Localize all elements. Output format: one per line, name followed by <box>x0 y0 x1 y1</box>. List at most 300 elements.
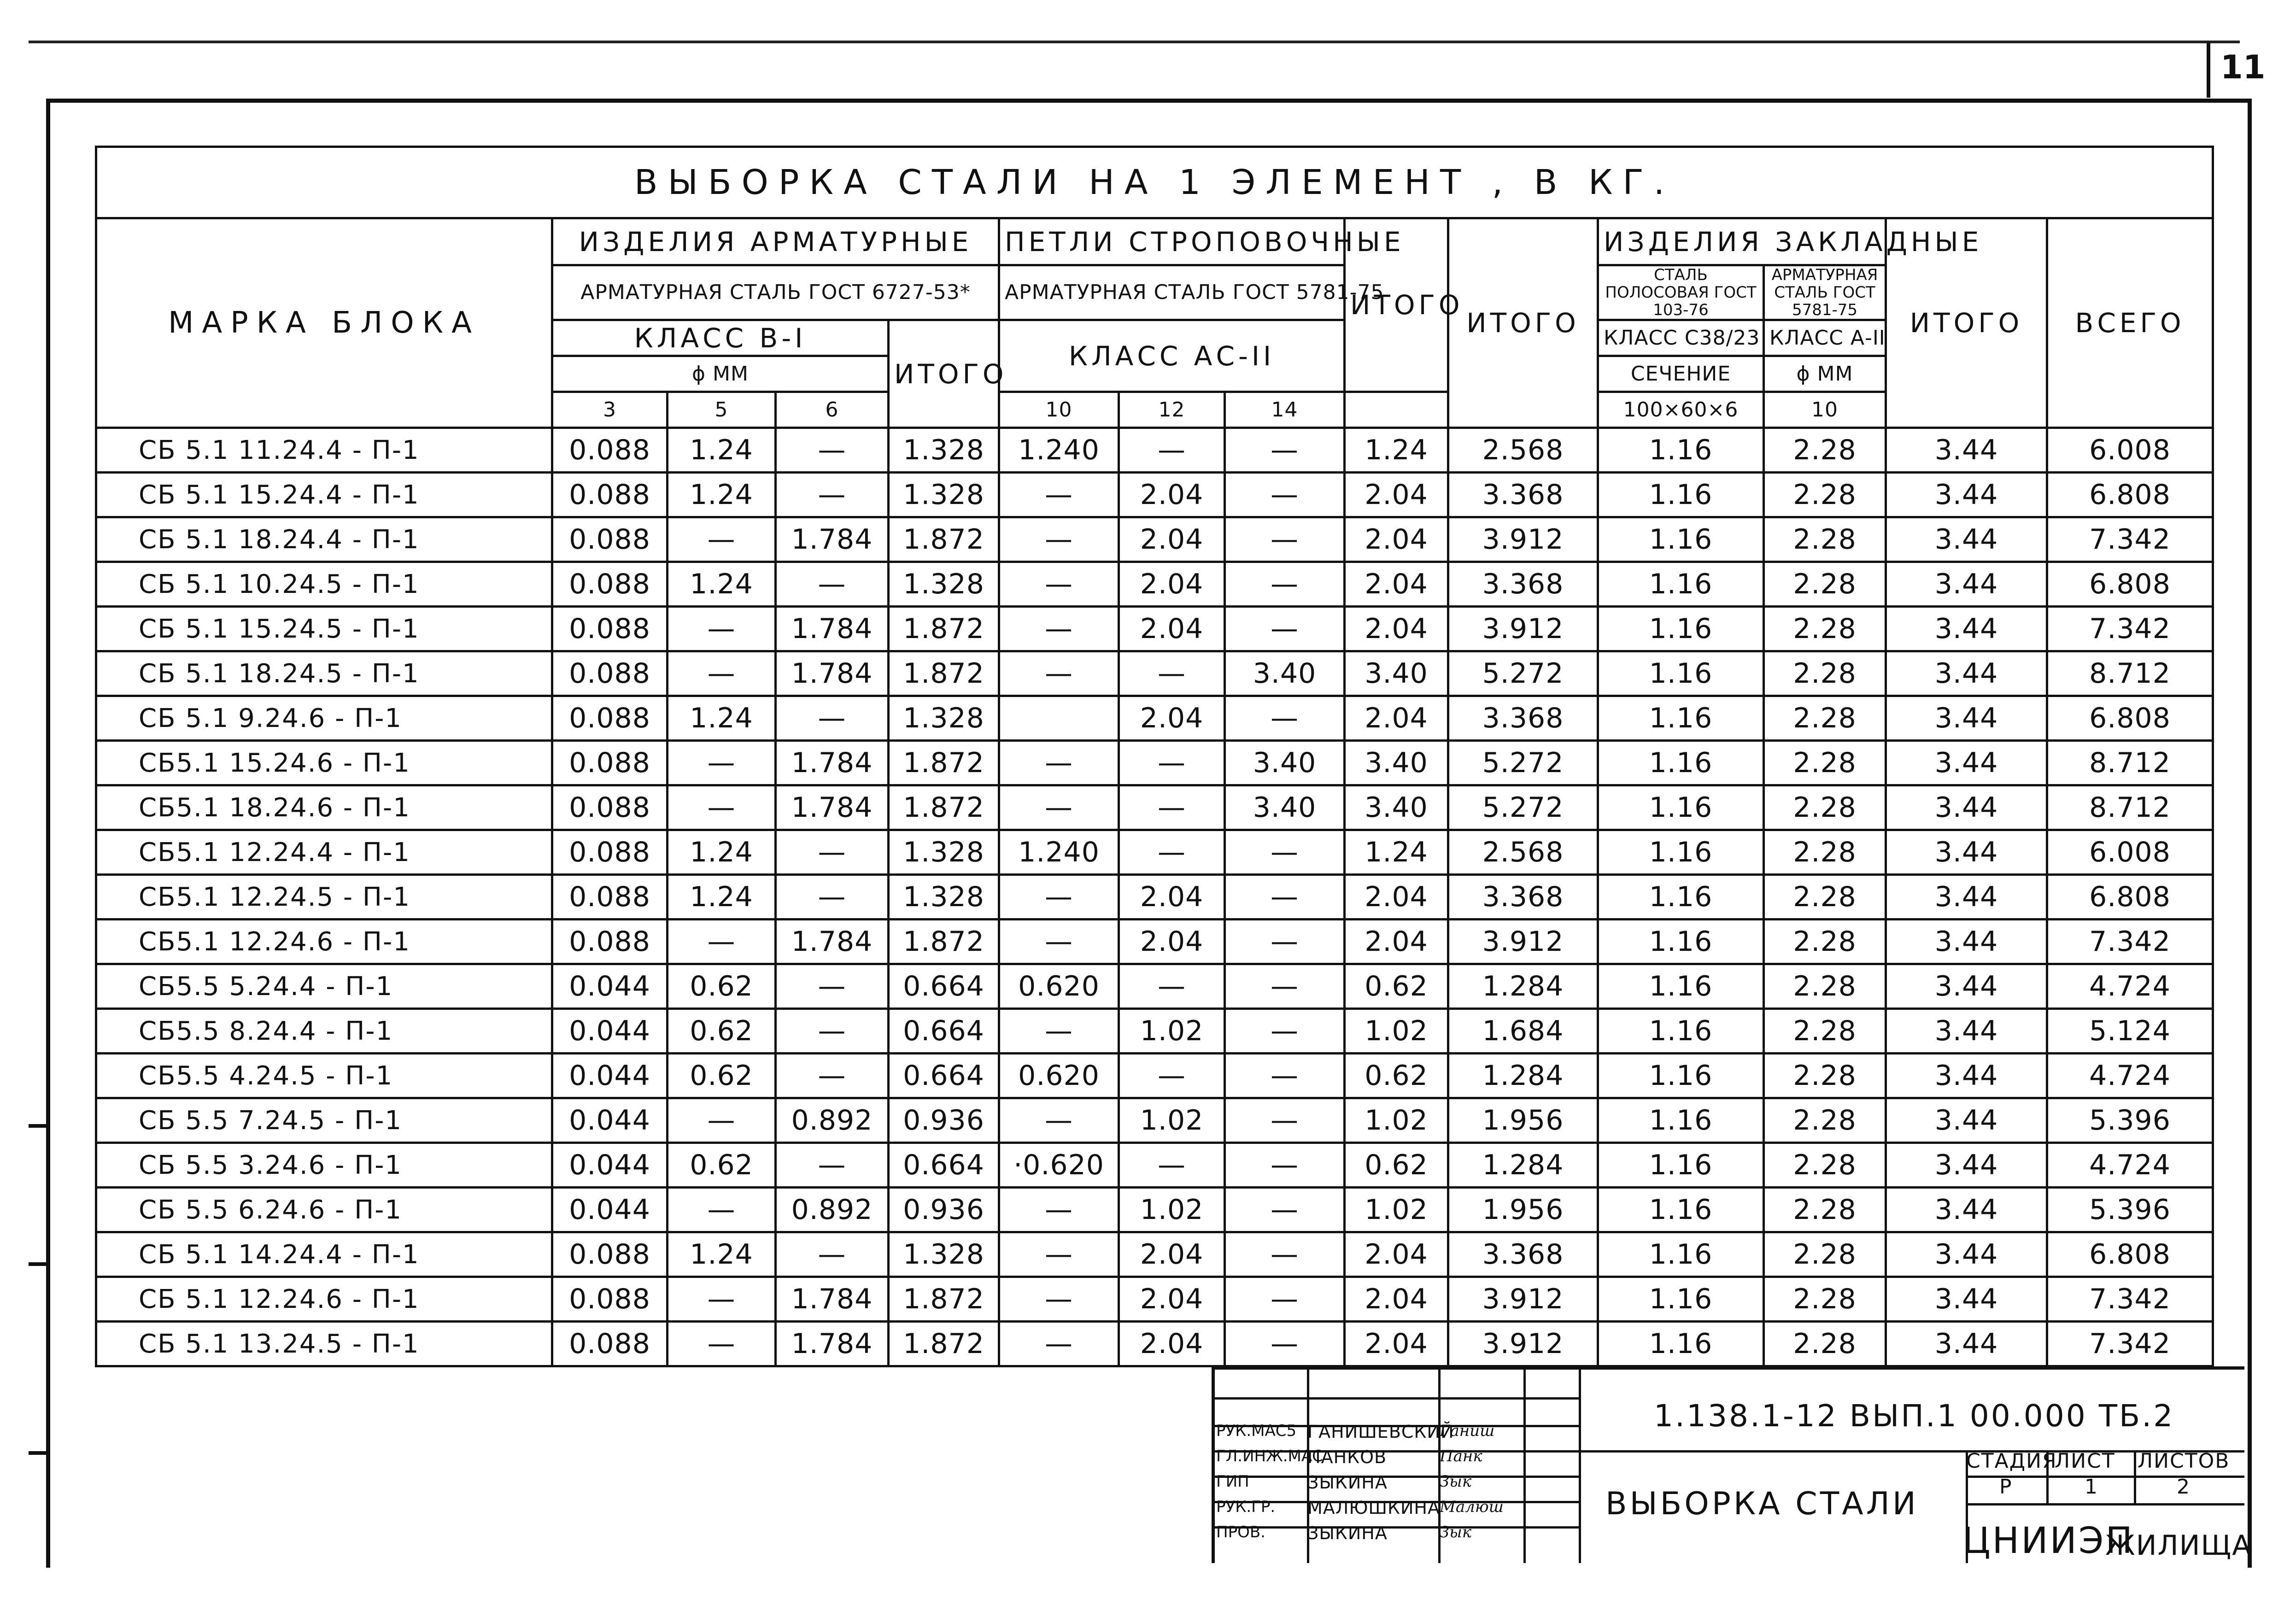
value-cell: 0.664 <box>889 964 999 1009</box>
sheets-value: 2 <box>2177 1475 2191 1499</box>
value-cell: 2.28 <box>1764 964 1886 1009</box>
value-cell: 1.284 <box>1448 964 1598 1009</box>
value-cell: — <box>668 651 776 696</box>
value-cell: 1.784 <box>776 607 889 651</box>
value-cell: 0.088 <box>552 785 668 830</box>
value-cell: 3.912 <box>1448 920 1598 964</box>
value-cell: 0.088 <box>552 920 668 964</box>
value-cell: 7.342 <box>2047 607 2213 651</box>
value-cell: — <box>1225 473 1345 517</box>
value-cell <box>999 696 1119 741</box>
value-cell: 3.44 <box>1886 875 2047 920</box>
value-cell: 3.40 <box>1225 651 1345 696</box>
value-cell: 6.808 <box>2047 875 2213 920</box>
value-cell: — <box>1225 696 1345 741</box>
value-cell: — <box>1225 607 1345 651</box>
table-row <box>96 428 2213 473</box>
value-cell: 3.368 <box>1448 1232 1598 1277</box>
value-cell: 4.724 <box>2047 964 2213 1009</box>
value-cell: 2.04 <box>1345 473 1448 517</box>
value-cell: 2.04 <box>1345 696 1448 741</box>
value-cell: 1.02 <box>1119 1098 1225 1143</box>
embed-diameter-header: ϕ ММ <box>1764 356 1886 392</box>
value-cell: 1.16 <box>1598 920 1764 964</box>
embed-class2-header: КЛАСС А-II <box>1764 320 1886 356</box>
value-cell: 1.16 <box>1598 785 1764 830</box>
value-cell: 2.04 <box>1119 1232 1225 1277</box>
table-row <box>96 741 2213 785</box>
value-cell: 3.368 <box>1448 875 1598 920</box>
value-cell: — <box>1119 1143 1225 1188</box>
value-cell: 3.44 <box>1886 562 2047 607</box>
value-cell: — <box>999 1277 1119 1322</box>
value-cell: 3.44 <box>1886 607 2047 651</box>
value-cell: — <box>1225 830 1345 875</box>
value-cell: 2.28 <box>1764 875 1886 920</box>
value-cell: 0.664 <box>889 1143 999 1188</box>
value-cell: — <box>776 696 889 741</box>
value-cell: 1.16 <box>1598 1322 1764 1366</box>
value-cell: 0.62 <box>1345 1054 1448 1098</box>
table-row <box>96 696 2213 741</box>
value-cell: 1.784 <box>776 517 889 562</box>
value-cell: 0.936 <box>889 1188 999 1232</box>
value-cell: — <box>999 741 1119 785</box>
value-cell: 1.16 <box>1598 1009 1764 1054</box>
value-cell: 2.04 <box>1345 607 1448 651</box>
value-cell: 3.44 <box>1886 428 2047 473</box>
value-cell: 2.04 <box>1345 1322 1448 1366</box>
value-cell: 0.044 <box>552 964 668 1009</box>
value-cell: 1.02 <box>1345 1009 1448 1054</box>
value-cell: 2.28 <box>1764 920 1886 964</box>
value-cell: 0.892 <box>776 1188 889 1232</box>
value-cell: 0.62 <box>668 964 776 1009</box>
value-cell: 1.784 <box>776 785 889 830</box>
value-cell: — <box>776 1232 889 1277</box>
strip-steel-header: СТАЛЬ ПОЛОСОВАЯ ГОСТ 103-76 <box>1598 265 1764 320</box>
value-cell: 8.712 <box>2047 651 2213 696</box>
value-cell: 1.16 <box>1598 830 1764 875</box>
value-cell: 1.24 <box>1345 428 1448 473</box>
value-cell: 3.44 <box>1886 473 2047 517</box>
value-cell: 1.328 <box>889 696 999 741</box>
value-cell: 0.088 <box>552 517 668 562</box>
stamp-signature: Ганиш <box>1440 1422 1495 1440</box>
block-mark-cell: СБ5.5 8.24.4 - П-1 <box>96 1009 552 1054</box>
value-cell: 1.24 <box>668 1232 776 1277</box>
value-cell: — <box>1119 651 1225 696</box>
value-cell: 1.872 <box>889 785 999 830</box>
value-cell: 0.892 <box>776 1098 889 1143</box>
value-cell: 0.088 <box>552 875 668 920</box>
value-cell: — <box>999 473 1119 517</box>
value-cell: 7.342 <box>2047 517 2213 562</box>
dia-3-header: 3 <box>552 392 668 428</box>
value-cell: — <box>1119 428 1225 473</box>
value-cell: 1.872 <box>889 651 999 696</box>
loops-steel-header: АРМАТУРНАЯ СТАЛЬ ГОСТ 5781-75 <box>999 265 1345 320</box>
value-cell: 4.724 <box>2047 1143 2213 1188</box>
table-row <box>96 875 2213 920</box>
value-cell: 1.784 <box>776 1322 889 1366</box>
value-cell: 1.02 <box>1345 1188 1448 1232</box>
value-cell: 3.368 <box>1448 473 1598 517</box>
stamp-role: РУК.ГР. <box>1216 1498 1276 1516</box>
value-cell: — <box>999 1098 1119 1143</box>
value-cell: 0.044 <box>552 1054 668 1098</box>
value-cell: 5.396 <box>2047 1188 2213 1232</box>
value-cell: — <box>776 1054 889 1098</box>
value-cell: 3.44 <box>1886 920 2047 964</box>
value-cell: 5.272 <box>1448 741 1598 785</box>
value-cell: 1.16 <box>1598 607 1764 651</box>
value-cell: 2.04 <box>1119 607 1225 651</box>
value-cell: 1.24 <box>668 696 776 741</box>
block-mark-cell: СБ 5.1 14.24.4 - П-1 <box>96 1232 552 1277</box>
value-cell: 6.808 <box>2047 473 2213 517</box>
value-cell: 6.808 <box>2047 562 2213 607</box>
value-cell: — <box>776 1009 889 1054</box>
embed-rebar-header: АРМАТУРНАЯ СТАЛЬ ГОСТ 5781-75 <box>1764 265 1886 320</box>
value-cell: 1.328 <box>889 473 999 517</box>
value-cell: — <box>1225 517 1345 562</box>
value-cell: 6.008 <box>2047 830 2213 875</box>
table-row <box>96 1188 2213 1232</box>
value-cell: — <box>776 830 889 875</box>
value-cell: 1.24 <box>1345 830 1448 875</box>
value-cell: — <box>776 428 889 473</box>
table-row <box>96 920 2213 964</box>
value-cell: 1.02 <box>1119 1009 1225 1054</box>
value-cell: 3.40 <box>1225 741 1345 785</box>
value-cell: 5.396 <box>2047 1098 2213 1143</box>
value-cell: 2.28 <box>1764 651 1886 696</box>
value-cell: 0.088 <box>552 428 668 473</box>
value-cell: — <box>999 1322 1119 1366</box>
table-row <box>96 473 2213 517</box>
value-cell: 2.04 <box>1119 562 1225 607</box>
stamp-role: ГИП <box>1216 1472 1249 1491</box>
value-cell: 6.808 <box>2047 696 2213 741</box>
organization-logo: ЦНИИЭП <box>1962 1520 2135 1562</box>
value-cell: 1.872 <box>889 1322 999 1366</box>
value-cell: 2.28 <box>1764 473 1886 517</box>
value-cell: 3.44 <box>1886 741 2047 785</box>
block-mark-cell: СБ 5.1 15.24.4 - П-1 <box>96 473 552 517</box>
value-cell: 5.272 <box>1448 785 1598 830</box>
value-cell: 2.04 <box>1345 875 1448 920</box>
block-mark-cell: СБ 5.1 13.24.5 - П-1 <box>96 1322 552 1366</box>
page-number: 11 <box>2220 48 2266 86</box>
dia-5-header: 5 <box>668 392 776 428</box>
value-cell: 0.664 <box>889 1054 999 1098</box>
stamp-name: ЗЫКИНА <box>1307 1472 1388 1493</box>
value-cell: 0.62 <box>668 1009 776 1054</box>
value-cell: 8.712 <box>2047 785 2213 830</box>
value-cell: 1.16 <box>1598 1098 1764 1143</box>
value-cell: 1.16 <box>1598 1277 1764 1322</box>
block-mark-cell: СБ 5.5 7.24.5 - П-1 <box>96 1098 552 1143</box>
value-cell: 0.088 <box>552 607 668 651</box>
value-cell: — <box>1225 875 1345 920</box>
value-cell: 0.664 <box>889 1009 999 1054</box>
value-cell: 2.04 <box>1119 920 1225 964</box>
value-cell: 0.62 <box>668 1143 776 1188</box>
value-cell: 3.44 <box>1886 696 2047 741</box>
value-cell: 3.40 <box>1345 785 1448 830</box>
block-mark-cell: СБ 5.1 15.24.5 - П-1 <box>96 607 552 651</box>
value-cell: 2.28 <box>1764 1098 1886 1143</box>
value-cell: 3.44 <box>1886 1322 2047 1366</box>
value-cell: 1.240 <box>999 428 1119 473</box>
value-cell: 3.44 <box>1886 964 2047 1009</box>
value-cell: 3.912 <box>1448 517 1598 562</box>
embed-class1-header: КЛАСС С38/23 <box>1598 320 1764 356</box>
stamp-name: ЗЫКИНА <box>1307 1523 1388 1543</box>
embed-diameter-value: 10 <box>1764 392 1886 428</box>
value-cell: — <box>668 1098 776 1143</box>
value-cell: 1.16 <box>1598 517 1764 562</box>
value-cell: — <box>999 875 1119 920</box>
block-mark-cell: СБ5.1 18.24.6 - П-1 <box>96 785 552 830</box>
value-cell: — <box>999 1232 1119 1277</box>
value-cell: 0.088 <box>552 1322 668 1366</box>
value-cell: 2.04 <box>1345 562 1448 607</box>
stamp-signature: Зык <box>1440 1472 1472 1491</box>
value-cell: — <box>999 785 1119 830</box>
value-cell: 2.28 <box>1764 1277 1886 1322</box>
value-cell: 1.16 <box>1598 562 1764 607</box>
sheet-top-line <box>29 41 2240 43</box>
block-mark-cell: СБ5.1 12.24.6 - П-1 <box>96 920 552 964</box>
value-cell: 0.044 <box>552 1143 668 1188</box>
value-cell: 1.784 <box>776 741 889 785</box>
value-cell: 3.368 <box>1448 696 1598 741</box>
value-cell: 3.44 <box>1886 785 2047 830</box>
block-mark-cell: СБ 5.1 9.24.6 - П-1 <box>96 696 552 741</box>
value-cell: 0.044 <box>552 1098 668 1143</box>
value-cell: 2.04 <box>1119 875 1225 920</box>
value-cell: 0.088 <box>552 1277 668 1322</box>
value-cell: 2.04 <box>1119 473 1225 517</box>
table-title: ВЫБОРКА СТАЛИ НА 1 ЭЛЕМЕНТ , В КГ. <box>96 147 2213 218</box>
value-cell: — <box>999 562 1119 607</box>
organization-suffix: ЖИЛИЩА <box>2105 1529 2252 1562</box>
value-cell: 1.328 <box>889 562 999 607</box>
value-cell: 3.44 <box>1886 517 2047 562</box>
dia-6-header: 6 <box>776 392 889 428</box>
value-cell: 2.568 <box>1448 830 1598 875</box>
value-cell: — <box>1119 1054 1225 1098</box>
value-cell: — <box>1225 1143 1345 1188</box>
value-cell: 2.04 <box>1119 696 1225 741</box>
stamp-role: РУК.МАС5 <box>1216 1422 1297 1440</box>
table-row <box>96 1143 2213 1188</box>
value-cell: 0.088 <box>552 741 668 785</box>
table-row <box>96 964 2213 1009</box>
value-cell: 1.240 <box>999 830 1119 875</box>
value-cell: 2.28 <box>1764 785 1886 830</box>
stamp-name: ГАНИШЕВСКИЙ <box>1307 1422 1454 1442</box>
value-cell: 6.008 <box>2047 428 2213 473</box>
value-cell: 2.28 <box>1764 607 1886 651</box>
value-cell: 0.620 <box>999 964 1119 1009</box>
value-cell: 1.16 <box>1598 964 1764 1009</box>
value-cell: — <box>776 875 889 920</box>
value-cell: 3.44 <box>1886 1232 2047 1277</box>
stage-value: Р <box>1999 1475 2013 1499</box>
value-cell: 1.956 <box>1448 1188 1598 1232</box>
value-cell: — <box>999 1188 1119 1232</box>
embedded-items-header: ИЗДЕЛИЯ ЗАКЛАДНЫЕ <box>1598 218 1886 265</box>
value-cell: 3.44 <box>1886 1143 2047 1188</box>
value-cell: 1.16 <box>1598 875 1764 920</box>
value-cell: 0.088 <box>552 651 668 696</box>
value-cell: — <box>1119 964 1225 1009</box>
value-cell: 1.872 <box>889 517 999 562</box>
value-cell: 0.088 <box>552 1232 668 1277</box>
value-cell: — <box>1225 920 1345 964</box>
value-cell: 0.62 <box>668 1054 776 1098</box>
table-row <box>96 1009 2213 1054</box>
value-cell: — <box>1225 1098 1345 1143</box>
value-cell: — <box>776 1143 889 1188</box>
table-row <box>96 517 2213 562</box>
value-cell: — <box>776 473 889 517</box>
margin-tick <box>29 1262 49 1266</box>
value-cell: 1.24 <box>668 428 776 473</box>
value-cell: 1.956 <box>1448 1098 1598 1143</box>
document-code: 1.138.1-12 ВЫП.1 00.000 ТБ.2 <box>1654 1398 2175 1434</box>
table-row <box>96 607 2213 651</box>
reinforcement-total-header: ИТОГО <box>889 320 999 428</box>
value-cell: 3.912 <box>1448 1277 1598 1322</box>
value-cell: 1.328 <box>889 428 999 473</box>
value-cell: 1.328 <box>889 875 999 920</box>
value-cell: — <box>999 607 1119 651</box>
value-cell: 2.28 <box>1764 1188 1886 1232</box>
block-mark-cell: СБ 5.5 6.24.6 - П-1 <box>96 1188 552 1232</box>
value-cell: — <box>668 607 776 651</box>
value-cell: 1.684 <box>1448 1009 1598 1054</box>
sheet-value: 1 <box>2085 1475 2098 1499</box>
value-cell: 0.936 <box>889 1098 999 1143</box>
stamp-line <box>1215 1476 1581 1478</box>
value-cell: 1.16 <box>1598 696 1764 741</box>
value-cell: — <box>1225 1277 1345 1322</box>
value-cell: — <box>999 517 1119 562</box>
value-cell: 2.04 <box>1345 1277 1448 1322</box>
block-mark-cell: СБ 5.1 11.24.4 - П-1 <box>96 428 552 473</box>
value-cell: 3.44 <box>1886 830 2047 875</box>
value-cell: 1.328 <box>889 1232 999 1277</box>
value-cell: 3.912 <box>1448 1322 1598 1366</box>
value-cell: 0.620 <box>999 1054 1119 1098</box>
value-cell: — <box>1119 741 1225 785</box>
value-cell: 1.24 <box>668 830 776 875</box>
stamp-line <box>1966 1503 2244 1506</box>
sheet-label: ЛИСТ <box>2055 1449 2115 1473</box>
block-mark-cell: СБ 5.1 18.24.4 - П-1 <box>96 517 552 562</box>
block-mark-cell: СБ5.5 5.24.4 - П-1 <box>96 964 552 1009</box>
value-cell: 7.342 <box>2047 920 2213 964</box>
reinforcement-diameter-header: ϕ ММ <box>552 356 889 392</box>
table-row <box>96 651 2213 696</box>
stage-label: СТАДИЯ <box>1966 1449 2057 1473</box>
value-cell: 6.808 <box>2047 1232 2213 1277</box>
block-mark-header: МАРКА БЛОКА <box>96 218 552 428</box>
value-cell: — <box>1225 562 1345 607</box>
value-cell: 1.872 <box>889 920 999 964</box>
block-mark-cell: СБ 5.1 10.24.5 - П-1 <box>96 562 552 607</box>
value-cell: 2.04 <box>1119 517 1225 562</box>
table-row <box>96 1232 2213 1277</box>
value-cell: 1.16 <box>1598 1232 1764 1277</box>
stamp-signature: Панк <box>1440 1447 1482 1465</box>
value-cell: 7.342 <box>2047 1277 2213 1322</box>
stamp-signature: Зык <box>1440 1523 1472 1541</box>
value-cell: 0.088 <box>552 562 668 607</box>
value-cell: 3.44 <box>1886 1188 2047 1232</box>
margin-tick <box>29 1124 49 1128</box>
margin-tick <box>29 1451 49 1455</box>
value-cell: 1.24 <box>668 875 776 920</box>
section-header: СЕЧЕНИЕ <box>1598 356 1764 392</box>
table-row <box>96 1322 2213 1366</box>
value-cell: — <box>1225 1054 1345 1098</box>
value-cell: 2.28 <box>1764 1232 1886 1277</box>
reinforcement-group-header: ИЗДЕЛИЯ АРМАТУРНЫЕ <box>552 218 999 265</box>
value-cell: 1.16 <box>1598 473 1764 517</box>
stamp-role: ГЛ.ИНЖ.МАС <box>1216 1447 1323 1465</box>
value-cell: 7.342 <box>2047 1322 2213 1366</box>
value-cell: — <box>776 562 889 607</box>
value-cell: 3.40 <box>1345 651 1448 696</box>
value-cell: 0.088 <box>552 830 668 875</box>
value-cell: 1.02 <box>1119 1188 1225 1232</box>
dia-12-header: 12 <box>1119 392 1225 428</box>
value-cell: 2.04 <box>1345 1232 1448 1277</box>
stamp-line <box>1215 1397 1581 1400</box>
value-cell: — <box>999 651 1119 696</box>
value-cell: 2.04 <box>1345 920 1448 964</box>
value-cell: 3.44 <box>1886 1009 2047 1054</box>
value-cell: 3.44 <box>1886 1277 2047 1322</box>
value-cell: 2.28 <box>1764 1009 1886 1054</box>
dia-10-header: 10 <box>999 392 1119 428</box>
value-cell: 1.16 <box>1598 741 1764 785</box>
block-mark-cell: СБ 5.5 3.24.6 - П-1 <box>96 1143 552 1188</box>
value-cell: 1.02 <box>1345 1098 1448 1143</box>
value-cell: — <box>1119 785 1225 830</box>
table-row <box>96 1098 2213 1143</box>
document-title: ВЫБОРКА СТАЛИ <box>1605 1486 1919 1522</box>
value-cell: 1.24 <box>668 473 776 517</box>
value-cell: 3.912 <box>1448 607 1598 651</box>
value-cell: — <box>776 964 889 1009</box>
block-mark-cell: СБ 5.1 12.24.6 - П-1 <box>96 1277 552 1322</box>
value-cell: 1.16 <box>1598 1054 1764 1098</box>
value-cell: 2.04 <box>1345 517 1448 562</box>
value-cell: ·0.620 <box>999 1143 1119 1188</box>
value-cell: — <box>668 785 776 830</box>
sheets-label: ЛИСТОВ <box>2138 1449 2230 1473</box>
block-mark-cell: СБ5.5 4.24.5 - П-1 <box>96 1054 552 1098</box>
value-cell: — <box>1225 964 1345 1009</box>
value-cell: 2.28 <box>1764 830 1886 875</box>
value-cell: — <box>999 1009 1119 1054</box>
